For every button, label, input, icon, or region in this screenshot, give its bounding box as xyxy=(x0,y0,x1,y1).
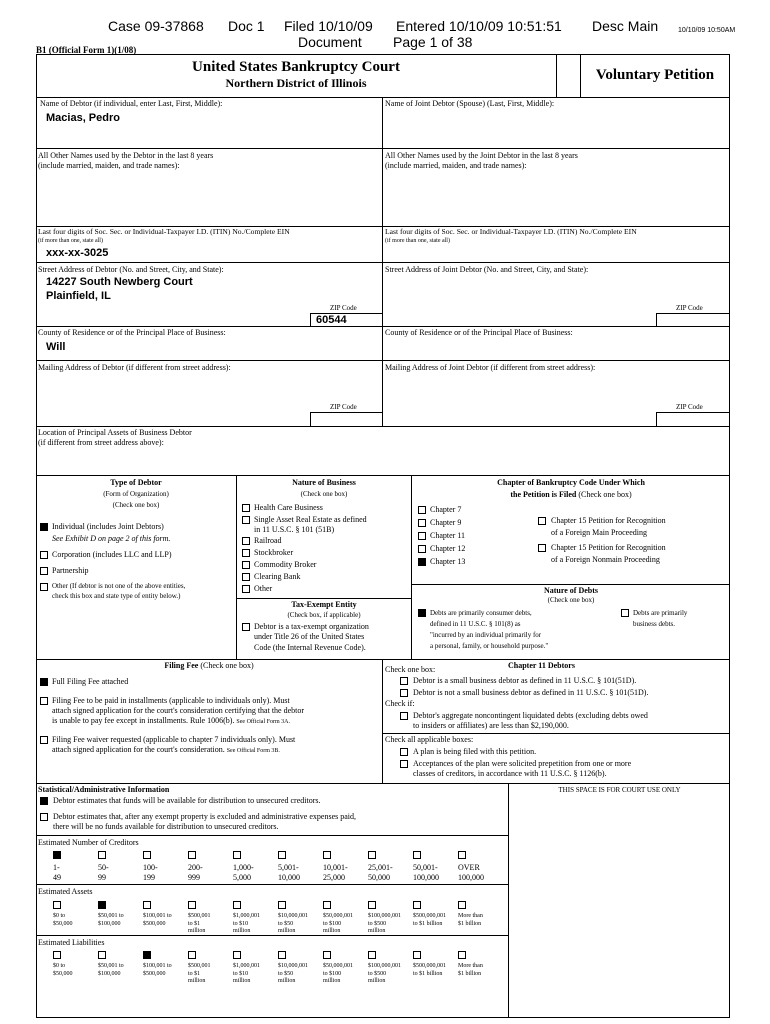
consumer-debts-label-2: defined in 11 U.S.C. § 101(8) as xyxy=(430,620,521,628)
checkbox-chapter-9[interactable] xyxy=(418,519,426,527)
liabilities-title: Estimated Liabilities xyxy=(38,938,105,947)
liabilities-range-5-line-1: $1,000,001 xyxy=(233,963,260,969)
acceptances-label-1: Acceptances of the plan were solicited prepetition from one or more xyxy=(413,759,632,768)
liabilities-range-5-line-2: to $10 xyxy=(233,970,249,977)
assets-range-7-line-2: to $100 xyxy=(323,920,342,927)
checkbox-chapter-7[interactable] xyxy=(418,506,426,514)
liabilities-checkbox-3[interactable] xyxy=(143,951,151,959)
acceptances-label-2: classes of creditors, in accordance with 11 U.S.C. § 1126(b). xyxy=(413,769,607,778)
assets-checkbox-1[interactable] xyxy=(53,901,61,909)
case-number: Case 09-37868 xyxy=(108,18,204,34)
debtor-city[interactable]: Plainfield, IL xyxy=(46,290,111,302)
liabilities-checkbox-8[interactable] xyxy=(368,951,376,959)
chapter-9-label: Chapter 9 xyxy=(430,518,462,527)
single-asset-label-2: in 11 U.S.C. § 101 (51B) xyxy=(254,525,335,534)
checkbox-aggregate-debts[interactable] xyxy=(400,712,408,720)
liabilities-range-6-line-1: $10,000,001 xyxy=(278,963,308,969)
assets-checkbox-2[interactable] xyxy=(98,901,106,909)
assets-range-4-line-2: to $1 xyxy=(188,920,201,927)
consumer-debts-label-3: "incurred by an individual primarily for xyxy=(430,631,542,639)
chapter-title-sub: (Check one box) xyxy=(578,490,632,499)
assets-range-2-line-2: $100,000 xyxy=(98,920,121,927)
assets-checkbox-4[interactable] xyxy=(188,901,196,909)
other-names-label-1: All Other Names used by the Debtor in the last 8 years xyxy=(38,151,214,160)
assets-range-7-line-1: $50,000,001 xyxy=(323,913,353,919)
assets-range-8-line-3: million xyxy=(368,928,386,934)
joint-street-label: Street Address of Joint Debtor (No. and Street, City, and State): xyxy=(385,265,589,274)
debtor-name[interactable]: Macias, Pedro xyxy=(46,112,120,124)
assets-range-10-line-1: More than xyxy=(458,913,483,919)
assets-range-4-line-3: million xyxy=(188,928,206,934)
assets-checkbox-5[interactable] xyxy=(233,901,241,909)
creditors-range-7-line-2: 25,000 xyxy=(323,872,345,882)
checkbox-chapter-15-main[interactable] xyxy=(538,517,546,525)
assets-range-9-line-2: to $1 billion xyxy=(413,920,443,927)
filing-fee-title: Filing Fee xyxy=(164,661,199,670)
ch11-check-one: Check one box: xyxy=(385,665,436,674)
court-use-only: THIS SPACE IS FOR COURT USE ONLY xyxy=(558,786,681,794)
creditors-range-1-line-1: 1- xyxy=(53,863,60,872)
liabilities-range-6-line-3: million xyxy=(278,978,296,984)
single-asset-label-1: Single Asset Real Estate as defined xyxy=(254,515,367,524)
other-business-label: Other xyxy=(254,584,273,593)
checkbox-waiver[interactable] xyxy=(40,736,48,744)
type-debtor-sub2: (Check one box) xyxy=(112,501,160,509)
checkbox-corporation[interactable] xyxy=(40,551,48,559)
clearing-label: Clearing Bank xyxy=(254,572,301,581)
funds-available-label: Debtor estimates that funds will be available for distribution to unsecured creditors. xyxy=(53,796,321,805)
liabilities-range-2-line-1: $50,001 to xyxy=(98,963,124,969)
liabilities-range-7-line-3: million xyxy=(323,978,341,984)
creditors-checkbox-10[interactable] xyxy=(458,851,466,859)
county-label: County of Residence or of the Principal Place of Business: xyxy=(38,328,226,337)
assets-range-4-line-1: $500,001 xyxy=(188,913,211,919)
street-label: Street Address of Debtor (No. and Street, City, and State): xyxy=(38,265,224,274)
aggregate-debts-label-1: Debtor's aggregate noncontingent liquidated debts (excluding debts owed xyxy=(413,711,648,720)
creditors-checkbox-5[interactable] xyxy=(233,851,241,859)
chapter-title-1: Chapter of Bankruptcy Code Under Which xyxy=(497,478,645,487)
ch11-title: Chapter 11 Debtors xyxy=(508,661,575,670)
liabilities-range-7-line-1: $50,000,001 xyxy=(323,963,353,969)
creditors-range-2-line-2: 99 xyxy=(98,872,106,882)
other-entity-label-2: check this box and state type of entity below.) xyxy=(52,592,181,600)
form-id: B1 (Official Form 1)(1/08) xyxy=(36,45,137,55)
joint-zip-box xyxy=(656,313,730,326)
debtor-county[interactable]: Will xyxy=(46,341,66,353)
assets-range-5-line-1: $1,000,001 xyxy=(233,913,260,919)
checkbox-chapter-15-nonmain[interactable] xyxy=(538,544,546,552)
liabilities-checkbox-6[interactable] xyxy=(278,951,286,959)
liabilities-range-3-line-2: $500,000 xyxy=(143,970,166,977)
no-funds-label-2: there will be no funds available for distribution to unsecured creditors. xyxy=(53,822,279,831)
mailing-label: Mailing Address of Debtor (if different from street address): xyxy=(38,363,231,372)
assets-title: Estimated Assets xyxy=(38,887,93,896)
creditors-range-5-line-1: 1,000- xyxy=(233,863,254,872)
liabilities-checkbox-2[interactable] xyxy=(98,951,106,959)
business-debts-label-2: business debts. xyxy=(633,620,675,628)
joint-name-label: Name of Joint Debtor (Spouse) (Last, First, Middle): xyxy=(385,99,555,108)
assets-range-5-line-3: million xyxy=(233,928,251,934)
liabilities-range-5-line-3: million xyxy=(233,978,251,984)
assets-range-3-line-2: $500,000 xyxy=(143,920,166,927)
creditors-range-8-line-1: 25,001- xyxy=(368,863,393,872)
checkbox-health-care[interactable] xyxy=(242,504,250,512)
nature-debts-title: Nature of Debts xyxy=(543,586,599,595)
creditors-range-4-line-1: 200- xyxy=(188,863,203,872)
checkbox-individual[interactable] xyxy=(40,523,48,531)
assets-range-3-line-1: $100,001 to xyxy=(143,913,172,919)
checkbox-acceptances[interactable] xyxy=(400,760,408,768)
chapter-13-label: Chapter 13 xyxy=(430,557,466,566)
filing-fee-sub: (Check one box) xyxy=(200,661,254,670)
checkbox-commodity[interactable] xyxy=(242,561,250,569)
other-entity-label-1: Other (If debtor is not one of the above entities, xyxy=(52,582,186,590)
installments-label-3: is unable to pay fee except in installments. Rule 1006(b). xyxy=(52,716,235,725)
liabilities-checkbox-4[interactable] xyxy=(188,951,196,959)
liabilities-range-4-line-2: to $1 xyxy=(188,970,201,977)
checkbox-stockbroker[interactable] xyxy=(242,549,250,557)
assets-range-10-line-2: $1 billion xyxy=(458,920,482,927)
installments-see: See Official Form 3A. xyxy=(236,719,290,725)
chapter-15-main-label-1: Chapter 15 Petition for Recognition xyxy=(551,516,666,525)
waiver-label-1: Filing Fee waiver requested (applicable to chapter 7 individuals only). Must xyxy=(52,735,296,744)
liabilities-range-3-line-1: $100,001 to xyxy=(143,963,172,969)
debtor-zip[interactable]: 60544 xyxy=(316,314,347,326)
installments-label-1: Filing Fee to be paid in installments (applicable to individuals only). Must xyxy=(52,696,290,705)
chapter-12-label: Chapter 12 xyxy=(430,544,466,553)
assets-range-8-line-2: to $500 xyxy=(368,920,387,927)
assets-range-2-line-1: $50,001 to xyxy=(98,913,124,919)
court-district: Northern District of Illinois xyxy=(225,76,367,90)
assets-range-6-line-2: to $50 xyxy=(278,920,294,927)
joint-mailing-zip-box xyxy=(656,412,730,426)
tax-exempt-title: Tax-Exempt Entity xyxy=(291,600,357,609)
checkbox-railroad[interactable] xyxy=(242,537,250,545)
page-count: Page 1 of 38 xyxy=(393,34,473,50)
checkbox-other-entity[interactable] xyxy=(40,583,48,591)
ch11-check-if: Check if: xyxy=(385,699,415,708)
type-debtor-sub1: (Form of Organization) xyxy=(103,490,169,498)
creditors-checkbox-7[interactable] xyxy=(323,851,331,859)
assets-checkbox-9[interactable] xyxy=(413,901,421,909)
assets-range-1-line-2: $50,000 xyxy=(53,920,73,927)
liabilities-range-9-line-2: to $1 billion xyxy=(413,970,443,977)
liabilities-range-8-line-3: million xyxy=(368,978,386,984)
liabilities-range-1-line-2: $50,000 xyxy=(53,970,73,977)
liabilities-checkbox-10[interactable] xyxy=(458,951,466,959)
creditors-checkbox-3[interactable] xyxy=(143,851,151,859)
assets-range-9-line-1: $500,000,001 xyxy=(413,913,446,919)
debtor-ssn[interactable]: xxx-xx-3025 xyxy=(46,247,109,259)
creditors-checkbox-4[interactable] xyxy=(188,851,196,859)
health-care-label: Health Care Business xyxy=(254,503,323,512)
entered-date: Entered 10/10/09 10:51:51 xyxy=(396,18,562,34)
creditors-checkbox-2[interactable] xyxy=(98,851,106,859)
document-label: Document xyxy=(298,34,362,50)
checkbox-business-debts[interactable] xyxy=(621,609,629,617)
creditors-range-3-line-2: 199 xyxy=(143,872,155,882)
creditors-range-2-line-1: 50- xyxy=(98,863,109,872)
creditors-title: Estimated Number of Creditors xyxy=(38,838,139,847)
liabilities-range-2-line-2: $100,000 xyxy=(98,970,121,977)
liabilities-range-7-line-2: to $100 xyxy=(323,970,342,977)
checkbox-funds-available[interactable] xyxy=(40,797,48,805)
creditors-range-4-line-2: 999 xyxy=(188,872,200,882)
assets-checkbox-3[interactable] xyxy=(143,901,151,909)
debtor-street[interactable]: 14227 South Newberg Court xyxy=(46,276,193,288)
assets-range-6-line-1: $10,000,001 xyxy=(278,913,308,919)
liabilities-range-4-line-1: $500,001 xyxy=(188,963,211,969)
doc-number: Doc 1 xyxy=(228,18,265,34)
checkbox-full-fee[interactable] xyxy=(40,678,48,686)
individual-label: Individual (includes Joint Debtors) xyxy=(52,522,164,531)
ch11-check-all: Check all applicable boxes: xyxy=(385,735,474,744)
stat-title: Statistical/Administrative Information xyxy=(38,785,170,794)
liabilities-checkbox-9[interactable] xyxy=(413,951,421,959)
no-funds-label-1: Debtor estimates that, after any exempt property is excluded and administrative expenses paid, xyxy=(53,812,357,821)
checkbox-clearing[interactable] xyxy=(242,573,250,581)
debtor-name-label: Name of Debtor (if individual, enter Last, First, Middle): xyxy=(40,99,223,108)
consumer-debts-label-1: Debts are primarily consumer debts, xyxy=(430,609,532,617)
liabilities-range-6-line-2: to $50 xyxy=(278,970,294,977)
chapter-7-label: Chapter 7 xyxy=(430,505,462,514)
creditors-range-10-line-1: OVER xyxy=(458,863,480,872)
assets-range-5-line-2: to $10 xyxy=(233,920,249,927)
joint-mailing-zip-label: ZIP Code xyxy=(676,403,703,411)
nature-business-sub: (Check one box) xyxy=(300,490,348,498)
checkbox-other-business[interactable] xyxy=(242,585,250,593)
creditors-range-9-line-2: 100,000 xyxy=(413,872,439,882)
location-label-1: Location of Principal Assets of Business Debtor xyxy=(38,428,192,437)
tax-exempt-label-1: Debtor is a tax-exempt organization xyxy=(254,622,369,631)
creditors-checkbox-6[interactable] xyxy=(278,851,286,859)
assets-checkbox-7[interactable] xyxy=(323,901,331,909)
business-debts-label-1: Debts are primarily xyxy=(633,609,688,617)
court-title: United States Bankruptcy Court xyxy=(192,59,400,75)
creditors-range-1-line-2: 49 xyxy=(53,872,61,882)
petition-type: Voluntary Petition xyxy=(595,67,715,83)
assets-checkbox-10[interactable] xyxy=(458,901,466,909)
checkbox-partnership[interactable] xyxy=(40,567,48,575)
liabilities-range-10-line-1: More than xyxy=(458,963,483,969)
checkbox-plan-filed[interactable] xyxy=(400,748,408,756)
chapter-title-2: the Petition is Filed xyxy=(510,490,577,499)
creditors-range-3-line-1: 100- xyxy=(143,863,158,872)
plan-filed-label: A plan is being filed with this petition. xyxy=(413,747,537,756)
chapter-11-label: Chapter 11 xyxy=(430,531,466,540)
ssn-sub: (if more than one, state all) xyxy=(38,238,103,244)
checkbox-chapter-13[interactable] xyxy=(418,558,426,566)
creditors-range-10-line-2: 100,000 xyxy=(458,872,484,882)
location-label-2: (if different from street address above): xyxy=(38,438,164,447)
joint-ssn-label: Last four digits of Soc. Sec. or Individual-Taxpayer I.D. (ITIN) No./Complete EIN xyxy=(385,227,637,236)
partnership-label: Partnership xyxy=(52,566,89,575)
small-business-label: Debtor is a small business debtor as defined in 11 U.S.C. § 101(51D). xyxy=(413,676,637,685)
tax-exempt-sub: (Check box, if applicable) xyxy=(287,611,361,619)
joint-ssn-sub: (if more than one, state all) xyxy=(385,238,450,244)
nature-debts-sub: (Check one box) xyxy=(547,596,595,604)
creditors-range-7-line-1: 10,001- xyxy=(323,863,348,872)
liabilities-range-4-line-3: million xyxy=(188,978,206,984)
waiver-see: See Official Form 3B. xyxy=(226,748,280,754)
installments-label-2: attach signed application for the court's consideration certifying that the debtor xyxy=(52,706,305,715)
creditors-checkbox-1[interactable] xyxy=(53,851,61,859)
creditors-range-6-line-1: 5,001- xyxy=(278,863,299,872)
timestamp: 10/10/09 10:50AM xyxy=(678,27,736,34)
assets-checkbox-6[interactable] xyxy=(278,901,286,909)
checkbox-single-asset[interactable] xyxy=(242,516,250,524)
joint-county-label: County of Residence or of the Principal Place of Business: xyxy=(385,328,573,337)
chapter-15-nonmain-label-2: of a Foreign Nonmain Proceeding xyxy=(551,555,660,564)
mailing-zip-box xyxy=(310,412,382,426)
nature-business-title: Nature of Business xyxy=(292,478,356,487)
liabilities-range-9-line-1: $500,000,001 xyxy=(413,963,446,969)
joint-mailing-label: Mailing Address of Joint Debtor (if different from street address): xyxy=(385,363,596,372)
checkbox-chapter-11[interactable] xyxy=(418,532,426,540)
creditors-range-8-line-2: 50,000 xyxy=(368,872,390,882)
tax-exempt-label-3: Code (the Internal Revenue Code). xyxy=(254,643,366,652)
liabilities-checkbox-5[interactable] xyxy=(233,951,241,959)
consumer-debts-label-4: a personal, family, or household purpose." xyxy=(430,642,549,650)
assets-range-8-line-1: $100,000,001 xyxy=(368,913,401,919)
liabilities-range-10-line-2: $1 billion xyxy=(458,970,482,977)
checkbox-tax-exempt[interactable] xyxy=(242,623,250,631)
zip-label: ZIP Code xyxy=(330,304,357,312)
checkbox-chapter-12[interactable] xyxy=(418,545,426,553)
desc-main: Desc Main xyxy=(592,18,659,34)
joint-zip-label: ZIP Code xyxy=(676,304,703,312)
liabilities-checkbox-1[interactable] xyxy=(53,951,61,959)
exhibit-note: See Exhibit D on page 2 of this form. xyxy=(52,534,171,543)
other-names-label-2: (include married, maiden, and trade names): xyxy=(38,161,180,170)
liabilities-range-1-line-1: $0 to xyxy=(53,963,66,969)
assets-range-7-line-3: million xyxy=(323,928,341,934)
joint-other-label-1: All Other Names used by the Joint Debtor in the last 8 years xyxy=(385,151,578,160)
assets-range-6-line-3: million xyxy=(278,928,296,934)
creditors-checkbox-9[interactable] xyxy=(413,851,421,859)
creditors-range-6-line-2: 10,000 xyxy=(278,872,300,882)
checkbox-not-small-business[interactable] xyxy=(400,689,408,697)
assets-range-1-line-1: $0 to xyxy=(53,913,66,919)
corporation-label: Corporation (includes LLC and LLP) xyxy=(52,550,172,559)
aggregate-debts-label-2: to insiders or affiliates) are less than $2,190,000. xyxy=(413,721,569,730)
filed-date: Filed 10/10/09 xyxy=(284,18,373,34)
creditors-range-5-line-2: 5,000 xyxy=(233,872,251,882)
liabilities-checkbox-7[interactable] xyxy=(323,951,331,959)
liabilities-range-8-line-2: to $500 xyxy=(368,970,387,977)
checkbox-installments[interactable] xyxy=(40,697,48,705)
stockbroker-label: Stockbroker xyxy=(254,548,294,557)
creditors-checkbox-8[interactable] xyxy=(368,851,376,859)
full-fee-label: Full Filing Fee attached xyxy=(52,677,129,686)
waiver-label-2: attach signed application for the court's consideration. xyxy=(52,745,225,754)
checkbox-small-business[interactable] xyxy=(400,677,408,685)
assets-checkbox-8[interactable] xyxy=(368,901,376,909)
tax-exempt-label-2: under Title 26 of the United States xyxy=(254,632,365,641)
type-debtor-title: Type of Debtor xyxy=(110,478,162,487)
chapter-15-nonmain-label-1: Chapter 15 Petition for Recognition xyxy=(551,543,666,552)
joint-other-label-2: (include married, maiden, and trade names): xyxy=(385,161,527,170)
liabilities-range-8-line-1: $100,000,001 xyxy=(368,963,401,969)
checkbox-no-funds[interactable] xyxy=(40,813,48,821)
railroad-label: Railroad xyxy=(254,536,282,545)
chapter-15-main-label-2: of a Foreign Main Proceeding xyxy=(551,528,647,537)
creditors-range-9-line-1: 50,001- xyxy=(413,863,438,872)
not-small-business-label: Debtor is not a small business debtor as defined in 11 U.S.C. § 101(51D). xyxy=(413,688,649,697)
mailing-zip-label: ZIP Code xyxy=(330,403,357,411)
ssn-label: Last four digits of Soc. Sec. or Individual-Taxpayer I.D. (ITIN) No./Complete EIN xyxy=(38,227,290,236)
checkbox-consumer-debts[interactable] xyxy=(418,609,426,617)
commodity-label: Commodity Broker xyxy=(254,560,317,569)
